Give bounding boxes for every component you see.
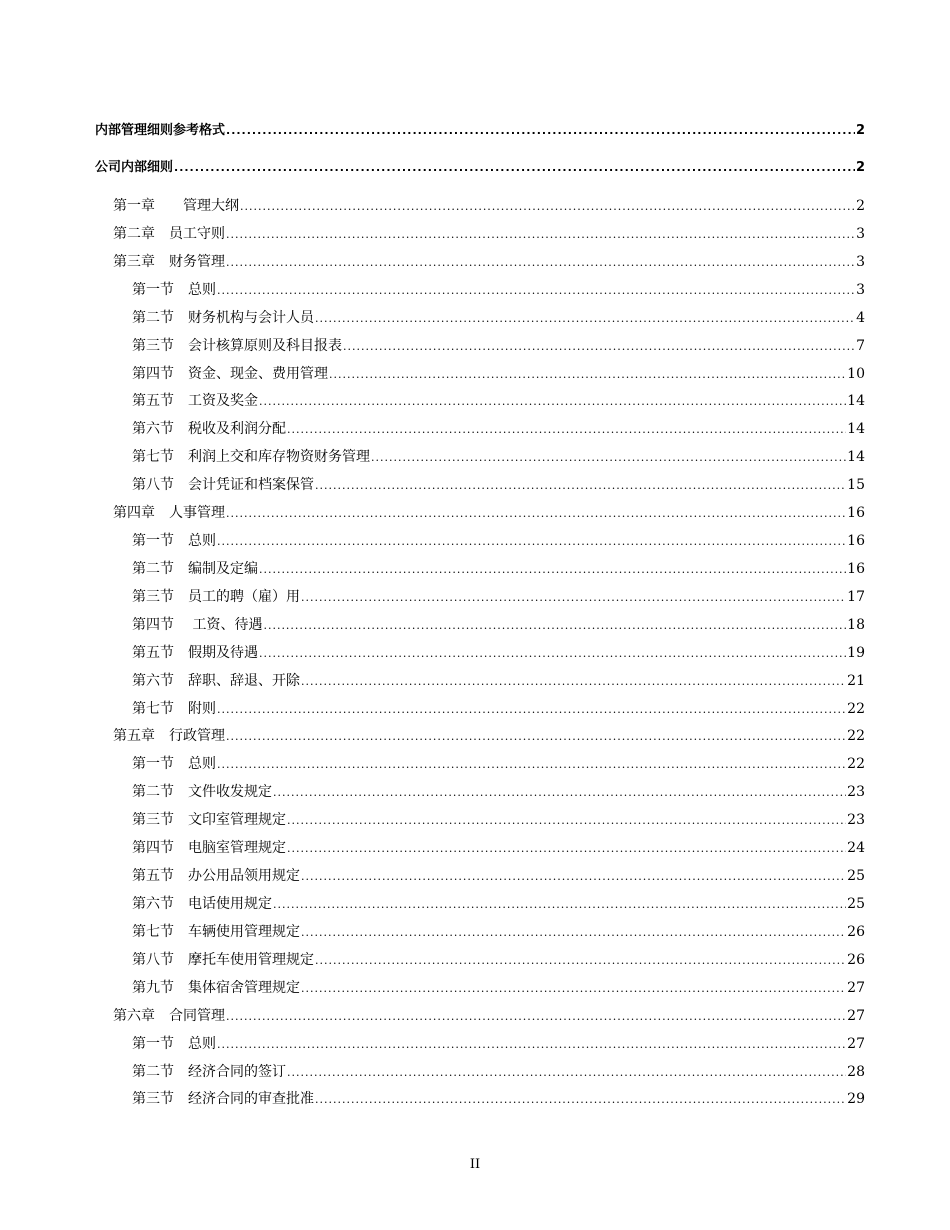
toc-section-entry[interactable] [132, 364, 865, 384]
toc-entry-label: 第七节 附则 [132, 700, 216, 717]
toc-dot-leader [226, 253, 855, 273]
toc-section-entry[interactable] [132, 1089, 865, 1109]
toc-page-number: 16 [847, 560, 865, 577]
toc-section-entry[interactable] [132, 475, 865, 495]
toc-dot-leader [259, 644, 846, 664]
toc-page-number: 22 [847, 700, 865, 717]
toc-entry-label: 第二节 财务机构与会计人员 [132, 309, 314, 326]
toc-section-entry[interactable] [132, 978, 865, 998]
toc-page-number: 27 [847, 1035, 865, 1052]
toc-entry-label: 第二节 编制及定编 [132, 560, 258, 577]
toc-dot-leader [273, 783, 846, 803]
page-number-footer: II [469, 1157, 481, 1172]
toc-entry-label: 第六章 合同管理 [113, 1007, 225, 1024]
toc-entry-label: 第三节 会计核算原则及科目报表 [132, 337, 342, 354]
toc-chapter-entry[interactable] [113, 503, 865, 523]
toc-dot-leader [371, 448, 846, 468]
toc-dot-leader [315, 309, 855, 329]
toc-heading-entry[interactable] [95, 158, 865, 178]
toc-entry-label: 第九节 集体宿舍管理规定 [132, 979, 300, 996]
toc-entry-label: 第一节 总则 [132, 756, 216, 773]
toc-entry-label: 第七节 利润上交和库存物资财务管理 [132, 449, 370, 466]
toc-section-entry[interactable] [132, 419, 865, 439]
toc-section-entry[interactable] [132, 280, 865, 300]
toc-dot-leader [315, 1090, 846, 1110]
toc-section-entry[interactable] [132, 810, 865, 830]
toc-entry-label: 第四节 资金、现金、费用管理 [132, 365, 328, 382]
toc-dot-leader [343, 337, 855, 357]
toc-page-number: 25 [847, 868, 865, 885]
toc-page-number: 4 [856, 309, 865, 326]
toc-page-number: 14 [847, 421, 865, 438]
toc-entry-label: 第八节 会计凭证和档案保管 [132, 477, 314, 494]
toc-section-entry[interactable] [132, 922, 865, 942]
toc-page-number: 21 [847, 672, 865, 689]
toc-dot-leader [263, 616, 846, 636]
toc-dot-leader [174, 158, 855, 178]
toc-section-entry[interactable] [132, 391, 865, 411]
toc-entry-label: 第一节 总则 [132, 533, 216, 550]
toc-page-number: 3 [856, 253, 865, 270]
toc-section-entry[interactable] [132, 447, 865, 467]
toc-section-entry[interactable] [132, 308, 865, 328]
toc-section-entry[interactable] [132, 950, 865, 970]
toc-entry-label: 第六节 电话使用规定 [132, 896, 272, 912]
toc-page-number: 19 [847, 644, 865, 661]
toc-page-number: 2 [855, 123, 865, 138]
toc-entry-label: 公司内部细则 [95, 160, 174, 175]
toc-section-entry[interactable] [132, 1034, 865, 1054]
toc-entry-label: 第二章 员工守则 [113, 225, 225, 242]
toc-section-entry[interactable] [132, 615, 865, 635]
toc-section-entry[interactable] [132, 531, 865, 551]
toc-page-number: 2 [856, 198, 865, 214]
toc-section-entry[interactable] [132, 838, 865, 858]
toc-dot-leader [273, 895, 846, 915]
toc-dot-leader [259, 560, 846, 580]
toc-page-number: 23 [847, 784, 865, 801]
toc-entry-label: 第六节 税收及利润分配 [132, 421, 286, 438]
toc-page-number: 22 [847, 728, 865, 745]
toc-page-number: 22 [847, 756, 865, 773]
toc-section-entry[interactable] [132, 699, 865, 719]
toc-page-number: 23 [847, 812, 865, 829]
toc-page-number: 15 [847, 477, 865, 494]
toc-dot-leader [315, 951, 846, 971]
toc-page-number: 29 [847, 1091, 865, 1108]
toc-entry-label: 第四节 电脑室管理规定 [132, 840, 286, 857]
toc-entry-label: 内部管理细则参考格式 [95, 123, 226, 138]
toc-dot-leader [217, 700, 846, 720]
toc-section-entry[interactable] [132, 894, 865, 914]
toc-dot-leader [315, 476, 846, 496]
toc-entry-label: 第二节 文件收发规定 [132, 784, 272, 801]
toc-dot-leader [287, 420, 846, 440]
toc-dot-leader [217, 281, 855, 301]
toc-dot-leader [226, 121, 855, 141]
toc-dot-leader [287, 1063, 846, 1083]
toc-entry-label: 第四节 工资、待遇 [132, 616, 263, 633]
toc-section-entry[interactable] [132, 587, 865, 607]
toc-chapter-entry[interactable] [113, 224, 865, 244]
toc-entry-label: 第一节 总则 [132, 1035, 216, 1052]
toc-entry-label: 第三节 员工的聘（雇）用 [132, 588, 300, 605]
toc-dot-leader [287, 839, 846, 859]
toc-page-number: 3 [856, 225, 865, 242]
toc-page-number: 16 [847, 533, 865, 550]
toc-dot-leader [217, 532, 846, 552]
toc-page-number: 27 [847, 979, 865, 996]
toc-dot-leader [226, 225, 855, 245]
toc-entry-label: 第一节 总则 [132, 281, 216, 298]
toc-page-number: 2 [855, 160, 865, 175]
toc-page-number: 10 [847, 365, 865, 382]
toc-section-entry[interactable] [132, 671, 865, 691]
toc-entry-label: 第四章 人事管理 [113, 505, 225, 522]
toc-page-number: 14 [847, 393, 865, 410]
toc-page-number: 25 [847, 896, 865, 912]
toc-dot-leader [217, 755, 846, 775]
toc-chapter-entry[interactable] [113, 1006, 865, 1026]
toc-entry-label: 第一章 管理大纲 [113, 198, 239, 214]
toc-page-number: 27 [847, 1007, 865, 1024]
toc-entry-label: 第二节 经济合同的签订 [132, 1063, 286, 1080]
toc-entry-label: 第五节 工资及奖金 [132, 393, 258, 410]
toc-dot-leader [287, 811, 846, 831]
toc-dot-leader [217, 1035, 846, 1055]
toc-dot-leader [301, 923, 846, 943]
toc-dot-leader [226, 504, 846, 524]
toc-chapter-entry[interactable] [113, 726, 865, 746]
toc-section-entry[interactable] [132, 782, 865, 802]
toc-heading-entry[interactable] [95, 121, 865, 141]
toc-dot-leader [259, 392, 846, 412]
toc-dot-leader [301, 867, 846, 887]
toc-entry-label: 第八节 摩托车使用管理规定 [132, 951, 314, 968]
toc-page-number: 26 [847, 923, 865, 940]
toc-section-entry[interactable] [132, 754, 865, 774]
toc-chapter-entry[interactable] [113, 252, 865, 272]
toc-section-entry[interactable] [132, 559, 865, 579]
toc-section-entry[interactable] [132, 336, 865, 356]
toc-page-number: 14 [847, 449, 865, 466]
toc-entry-label: 第五章 行政管理 [113, 728, 225, 745]
toc-page-number: 17 [847, 588, 865, 605]
toc-page-number: 16 [847, 505, 865, 522]
toc-page-number: 7 [856, 337, 865, 354]
toc-entry-label: 第五节 假期及待遇 [132, 644, 258, 661]
toc-dot-leader [329, 365, 846, 385]
toc-entry-label: 第三章 财务管理 [113, 253, 225, 270]
toc-chapter-entry[interactable] [113, 196, 865, 216]
toc-dot-leader [226, 1007, 846, 1027]
toc-dot-leader [226, 727, 846, 747]
toc-entry-label: 第三节 文印室管理规定 [132, 812, 286, 829]
toc-page-number: 3 [856, 281, 865, 298]
toc-dot-leader [240, 197, 855, 217]
toc-entry-label: 第五节 办公用品领用规定 [132, 868, 300, 885]
toc-section-entry[interactable] [132, 1062, 865, 1082]
toc-entry-label: 第三节 经济合同的审查批准 [132, 1091, 314, 1108]
toc-dot-leader [301, 672, 846, 692]
toc-dot-leader [301, 979, 846, 999]
toc-page-number: 28 [847, 1063, 865, 1080]
toc-dot-leader [301, 588, 846, 608]
toc-section-entry[interactable] [132, 866, 865, 886]
toc-page-number: 18 [847, 616, 865, 633]
toc-entry-label: 第六节 辞职、辞退、开除 [132, 672, 300, 689]
toc-page-number: 26 [847, 951, 865, 968]
toc-section-entry[interactable] [132, 643, 865, 663]
toc-entry-label: 第七节 车辆使用管理规定 [132, 923, 300, 940]
toc-page-number: 24 [847, 840, 865, 857]
